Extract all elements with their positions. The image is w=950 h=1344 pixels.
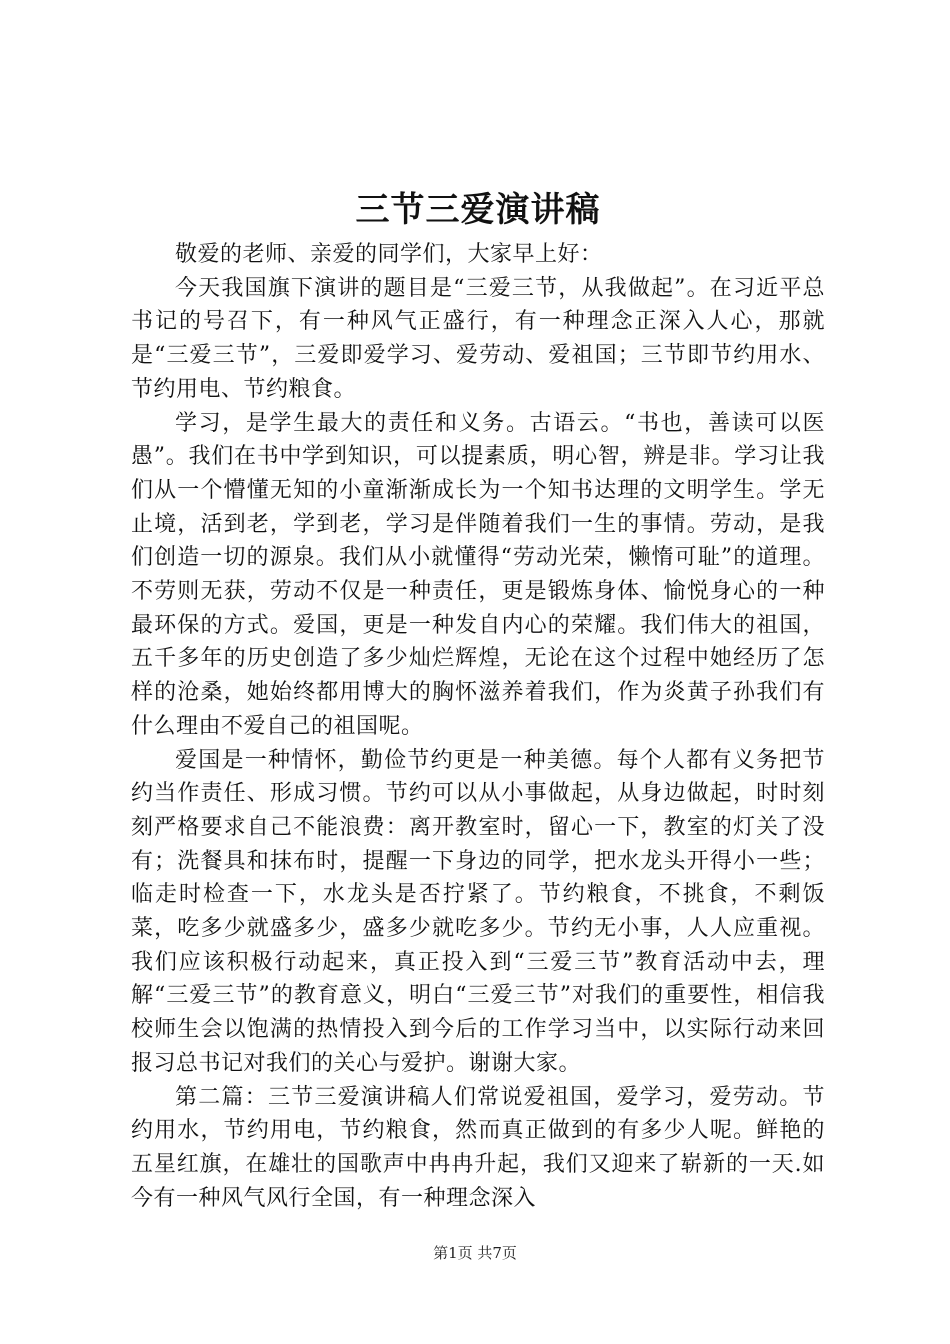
paragraph-second-article: 第二篇：三节三爱演讲稿人们常说爱祖国，爱学习，爱劳动。节约用水，节约用电，节约粮食，然而真正做到的有多少人呢。鲜艳的五星红旗，在雄壮的国歌声中冉冉升起，我们又迎来了崭新的一天.如今有一种风气风行全国，有一种理念深入	[131, 1084, 825, 1211]
paragraph-topic: 今天我国旗下演讲的题目是“三爱三节，从我做起”。在习近平总书记的号召下，有一种风气正盛行，有一种理念正深入人心，那就是“三爱三节”，三爱即爱学习、爱劳动、爱祖国；三节即节约用水、节约用电、节约粮食。	[131, 275, 825, 402]
paragraph-thrift: 爱国是一种情怀，勤俭节约更是一种美德。每个人都有义务把节约当作责任、形成习惯。节约可以从小事做起，从身边做起，时时刻刻严格要求自己不能浪费：离开教室时，留心一下，教室的灯关了没有；洗餐具和抹布时，提醒一下身边的同学，把水龙头开得小一些；临走时检查一下，水龙头是否拧紧了。节约粮食，不挑食，不剩饭菜，吃多少就盛多少，盛多少就吃多少。节约无小事，人人应重视。我们应该积极行动起来，真正投入到“三爱三节”教育活动中去，理解“三爱三节”的教育意义，明白“三爱三节”对我们的重要性，相信我校师生会以饱满的热情投入到今后的工作学习当中，以实际行动来回报习总书记对我们的关心与爱护。谢谢大家。	[131, 747, 825, 1076]
paragraph-greeting: 敬爱的老师、亲爱的同学们，大家早上好：	[175, 242, 603, 267]
document-title: 三节三爱演讲稿	[355, 190, 601, 230]
paragraph-study-labor-patriotism: 学习，是学生最大的责任和义务。古语云。“书也，善读可以医愚”。我们在书中学到知识，可以提素质，明心智，辨是非。学习让我们从一个懵懂无知的小童渐渐成长为一个知书达理的文明学生。学无止境，活到老，学到老，学习是伴随着我们一生的事情。劳动，是我们创造一切的源泉。我们从小就懂得“劳动光荣，懒惰可耻”的道理。不劳则无获，劳动不仅是一种责任，更是锻炼身体、愉悦身心的一种最环保的方式。爱国，更是一种发自内心的荣耀。我们伟大的祖国，五千多年的历史创造了多少灿烂辉煌，无论在这个过程中她经历了怎样的沧桑，她始终都用博大的胸怀滋养着我们，作为炎黄子孙我们有什么理由不爱自己的祖国呢。	[131, 410, 825, 739]
page-number-footer: 第1页 共7页	[433, 1244, 517, 1262]
document-page	[131, 186, 825, 1215]
